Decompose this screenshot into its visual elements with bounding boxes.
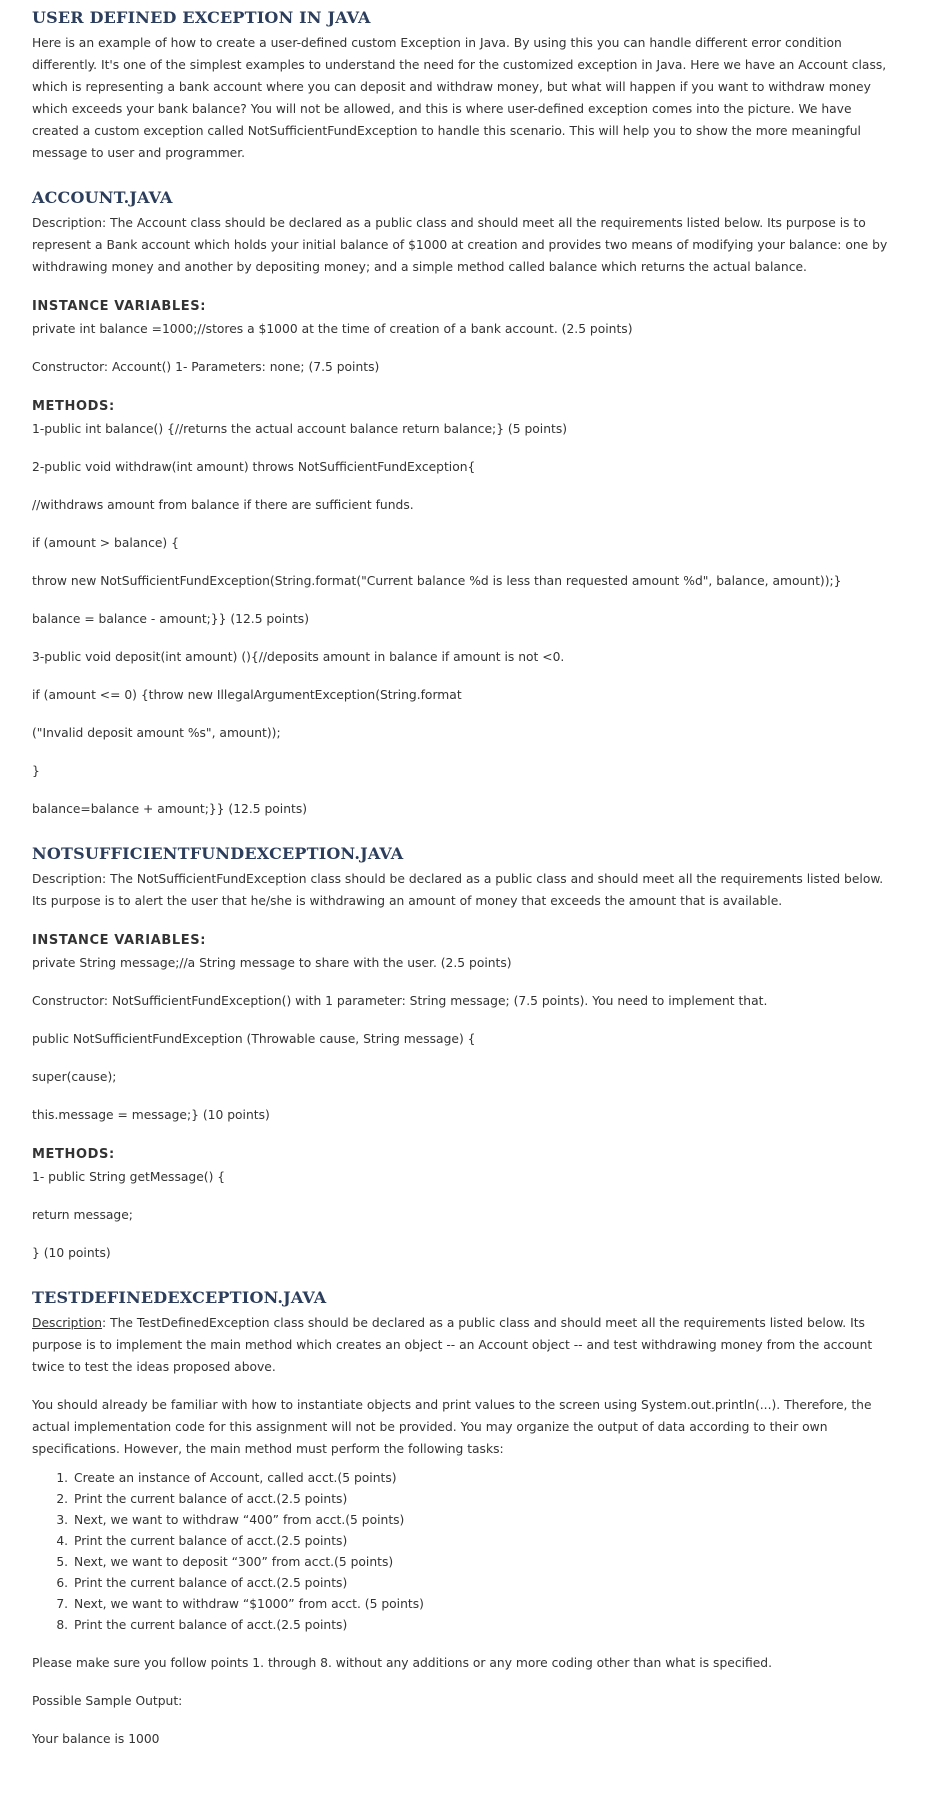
test-description-label: Description	[32, 1316, 103, 1330]
nsf-instance-heading: INSTANCE VARIABLES:	[32, 933, 207, 948]
list-item: 3. Next, we want to withdraw “400” from acct.(5 points)	[72, 1510, 895, 1531]
account-method-line: throw new NotSufficientFundException(String.format("Current balance %d is less than requested amount %d", balance, amount));}	[32, 574, 842, 588]
intro-title: USER DEFINED EXCEPTION IN JAVA	[32, 8, 371, 27]
account-method-line: balance = balance - amount;}} (12.5 points)	[32, 612, 309, 626]
list-item: 2. Print the current balance of acct.(2.5 points)	[72, 1489, 895, 1510]
account-method-line: if (amount > balance) {	[32, 536, 179, 550]
account-title: ACCOUNT.JAVA	[32, 188, 173, 207]
nsf-instance-line: Constructor: NotSufficientFundException() with 1 parameter: String message; (7.5 points). You need to implement that.	[32, 994, 768, 1008]
nsf-instance-line: private String message;//a String message to share with the user. (2.5 points)	[32, 956, 512, 970]
account-method-line: balance=balance + amount;}} (12.5 points)	[32, 802, 308, 816]
account-method-line: if (amount <= 0) {throw new IllegalArgumentException(String.format	[32, 688, 462, 702]
nsf-instance-line: this.message = message;} (10 points)	[32, 1108, 270, 1122]
nsf-method-line: return message;	[32, 1208, 133, 1222]
account-method-line: //withdraws amount from balance if there are sufficient funds.	[32, 498, 414, 512]
nsf-method-line: } (10 points)	[32, 1246, 111, 1260]
list-item: 4. Print the current balance of acct.(2.5 points)	[72, 1531, 895, 1552]
test-description	[32, 1312, 895, 1378]
sample-output-label: Possible Sample Output:	[32, 1694, 183, 1708]
account-constructor: Constructor: Account() 1- Parameters: none; (7.5 points)	[32, 360, 380, 374]
account-method-line: }	[32, 764, 40, 778]
test-description-text: : The TestDefinedException class should be declared as a public class and should meet all the requirements listed below. Its purpose is to implement the main method which creates an object -- an Account object -- and test withdrawing money from the account twice to test the ideas proposed above.	[32, 1316, 873, 1374]
test-note: Please make sure you follow points 1. through 8. without any additions or any more coding other than what is specified.	[32, 1656, 773, 1670]
account-method-line: ("Invalid deposit amount %s", amount));	[32, 726, 281, 740]
list-item: 1. Create an instance of Account, called acct.(5 points)	[72, 1468, 895, 1489]
account-instance-heading: INSTANCE VARIABLES:	[32, 299, 207, 314]
test-title: TESTDEFINEDEXCEPTION.JAVA	[32, 1288, 327, 1307]
account-method-line: 1-public int balance() {//returns the actual account balance return balance;} (5 points)	[32, 422, 568, 436]
account-method-line: 3-public void deposit(int amount) (){//deposits amount in balance if amount is not <0.	[32, 650, 565, 664]
task-list	[32, 1468, 895, 1636]
nsf-method-line: 1- public String getMessage() {	[32, 1170, 226, 1184]
list-item: 7. Next, we want to withdraw “$1000” from acct. (5 points)	[72, 1594, 895, 1615]
list-item: 8. Print the current balance of acct.(2.5 points)	[72, 1615, 895, 1636]
sample-output: Your balance is 1000	[32, 1732, 160, 1746]
nsf-methods-heading: METHODS:	[32, 1147, 115, 1162]
account-description: Description: The Account class should be declared as a public class and should meet all the requirements listed below. Its purpose is to represent a Bank account which holds your initial balance of $1000 at creation and provides two means of modifying your balance: one by withdrawing money and another by depositing money; and a simple method called balance which returns the actual balance.	[32, 216, 888, 274]
list-item: 6. Print the current balance of acct.(2.5 points)	[72, 1573, 895, 1594]
account-methods-heading: METHODS:	[32, 399, 115, 414]
test-paragraph: You should already be familiar with how to instantiate objects and print values to the screen using System.out.println(...). Therefore, the actual implementation code for this assignment will not be provided. You may organize the output of data according to their own specifications. However, the main method must perform the following tasks:	[32, 1398, 872, 1456]
nsf-title: NOTSUFFICIENTFUNDEXCEPTION.JAVA	[32, 844, 404, 863]
nsf-instance-line: super(cause);	[32, 1070, 117, 1084]
account-instance-var: private int balance =1000;//stores a $1000 at the time of creation of a bank account. (2.5 points)	[32, 322, 633, 336]
nsf-instance-line: public NotSufficientFundException (Throwable cause, String message) {	[32, 1032, 476, 1046]
list-item: 5. Next, we want to deposit “300” from acct.(5 points)	[72, 1552, 895, 1573]
account-method-line: 2-public void withdraw(int amount) throws NotSufficientFundException{	[32, 460, 476, 474]
nsf-description: Description: The NotSufficientFundException class should be declared as a public class and should meet all the requirements listed below. Its purpose is to alert the user that he/she is withdrawing an amount of money that exceeds the amount that is available.	[32, 872, 884, 908]
intro-paragraph: Here is an example of how to create a user-defined custom Exception in Java. By using this you can handle different error condition differently. It's one of the simplest examples to understand the need for the customized exception in Java. Here we have an Account class, which is representing a bank account where you can deposit and withdraw money, but what will happen if you want to withdraw money which exceeds your bank balance? You will not be allowed, and this is where user-defined exception comes into the picture. We have created a custom exception called NotSufficientFundException to handle this scenario. This will help you to show the more meaningful message to user and programmer.	[32, 36, 887, 160]
